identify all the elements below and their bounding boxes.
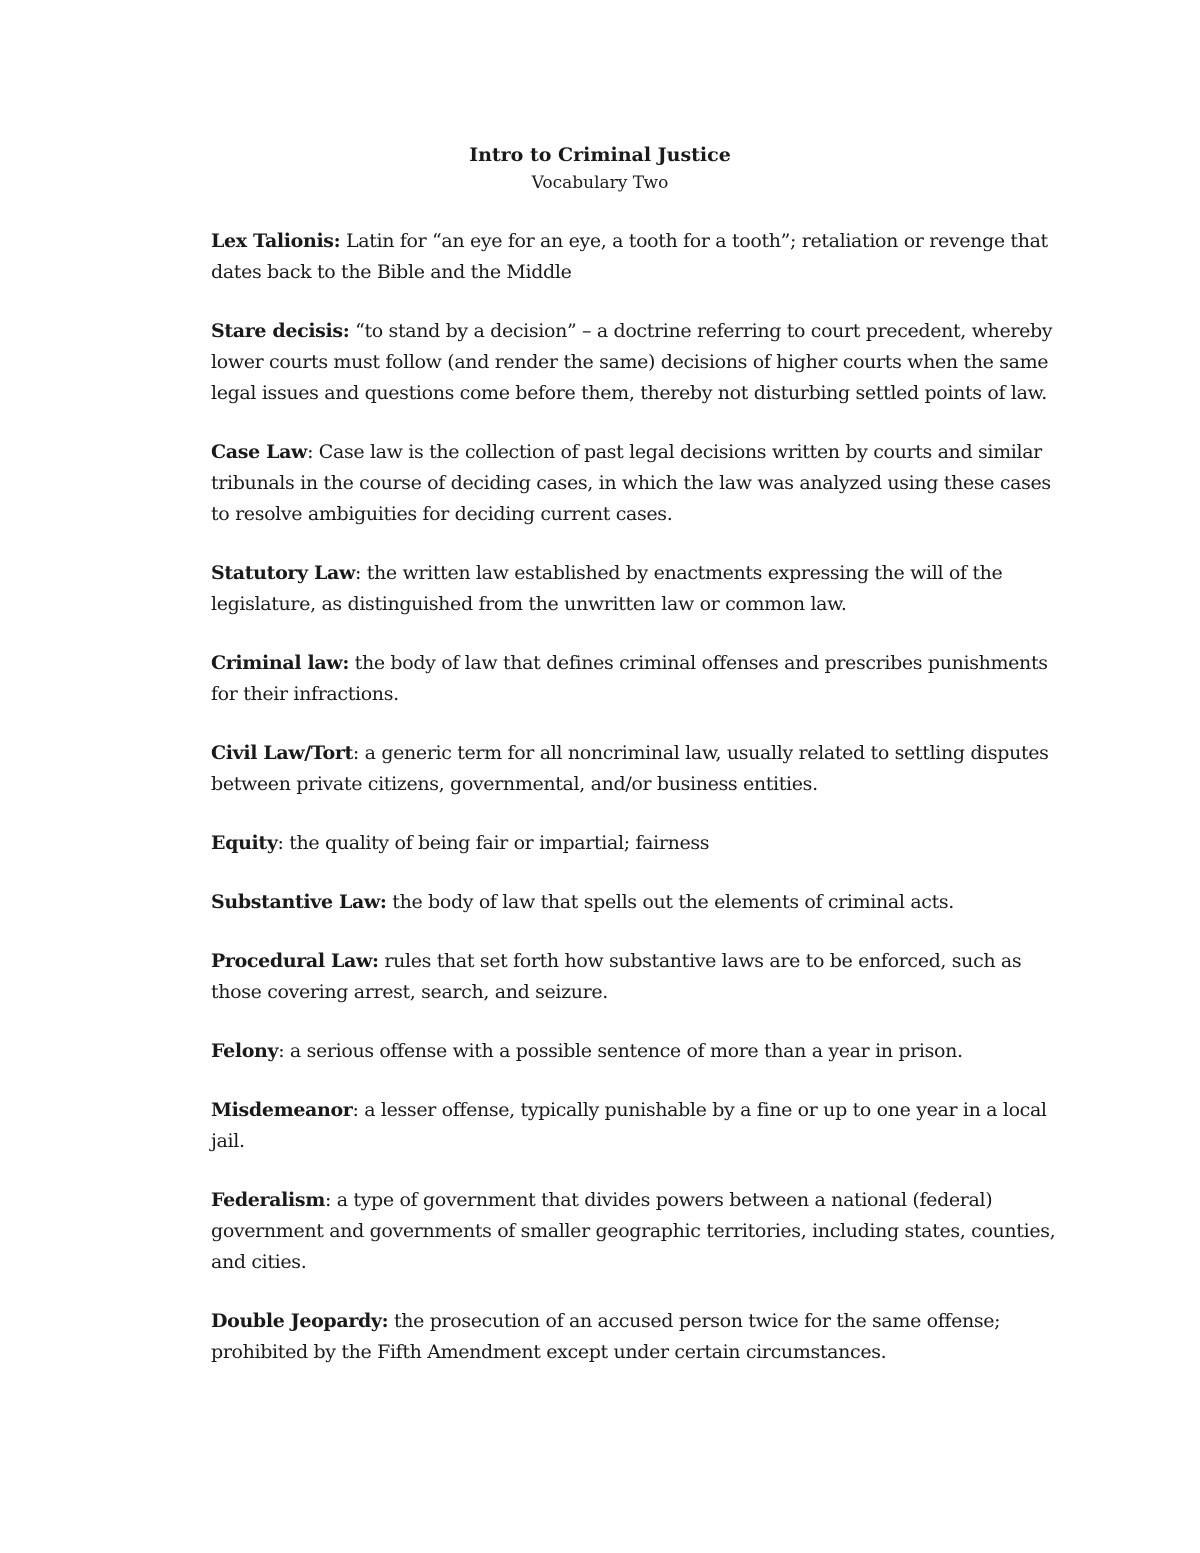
vocabulary-definition: the prosecution of an accused person twice for the same offense; prohibited by the Fifth Amendment except under certain circumstances. [211, 1310, 1001, 1363]
vocabulary-entry-federalism [211, 1185, 1071, 1278]
vocabulary-term: Procedural Law: [211, 950, 379, 972]
vocabulary-term: Equity [211, 832, 278, 854]
vocabulary-entry-civil-law-tort [211, 738, 1071, 800]
vocabulary-term: Substantive Law: [211, 891, 387, 913]
vocabulary-entry-double-jeopardy [211, 1306, 1071, 1368]
vocabulary-term: Civil Law/Tort [211, 742, 353, 764]
vocabulary-list [211, 226, 1071, 1396]
document-subtitle: Vocabulary Two [531, 173, 669, 193]
vocabulary-definition: : the written law established by enactments expressing the will of the legislature, as distinguished from the unwritten law or common law. [211, 562, 1003, 615]
vocabulary-definition: : a lesser offense, typically punishable by a fine or up to one year in a local jail. [211, 1099, 1047, 1152]
vocabulary-term: Case Law [211, 441, 308, 463]
vocabulary-definition: : Case law is the collection of past legal decisions written by courts and similar tribunals in the course of deciding cases, in which the law was analyzed using these cases to resolve ambiguities for deciding current cases. [211, 441, 1051, 525]
vocabulary-entry-equity [211, 828, 1071, 859]
vocabulary-definition: : a type of government that divides powers between a national (federal) government and governments of smaller geographic territories, including states, counties, and cities. [211, 1189, 1056, 1273]
vocabulary-definition: rules that set forth how substantive laws are to be enforced, such as those covering arrest, search, and seizure. [211, 950, 1022, 1003]
vocabulary-entry-lex-talionis [211, 226, 1071, 288]
vocabulary-entry-misdemeanor [211, 1095, 1071, 1157]
vocabulary-definition: the body of law that spells out the elements of criminal acts. [386, 891, 954, 913]
vocabulary-term: Stare decisis: [211, 320, 350, 342]
vocabulary-term: Lex Talionis: [211, 230, 341, 252]
vocabulary-term: Criminal law: [211, 652, 349, 674]
vocabulary-term: Misdemeanor [211, 1099, 353, 1121]
vocabulary-definition: : a serious offense with a possible sentence of more than a year in prison. [278, 1040, 963, 1062]
vocabulary-definition: the body of law that defines criminal offenses and prescribes punishments for their infractions. [211, 652, 1048, 705]
document-header [0, 142, 1200, 198]
vocabulary-definition: : the quality of being fair or impartial; fairness [277, 832, 710, 854]
vocabulary-entry-case-law [211, 437, 1071, 530]
vocabulary-definition: Latin for “an eye for an eye, a tooth for a tooth”; retaliation or revenge that dates back to the Bible and the Middle [211, 230, 1048, 283]
vocabulary-entry-procedural-law [211, 946, 1071, 1008]
document-title: Intro to Criminal Justice [469, 144, 731, 166]
vocabulary-entry-criminal-law [211, 648, 1071, 710]
vocabulary-term: Felony [211, 1040, 279, 1062]
vocabulary-term: Statutory Law [211, 562, 355, 584]
vocabulary-definition: : a generic term for all noncriminal law, usually related to settling disputes between private citizens, governmental, and/or business entities. [211, 742, 1049, 795]
vocabulary-entry-substantive-law [211, 887, 1071, 918]
vocabulary-entry-statutory-law [211, 558, 1071, 620]
vocabulary-entry-felony [211, 1036, 1071, 1067]
vocabulary-definition: “to stand by a decision” – a doctrine referring to court precedent, whereby lower courts must follow (and render the same) decisions of higher courts when the same legal issues and questions come before them, thereby not disturbing settled points of law. [211, 320, 1053, 404]
vocabulary-term: Double Jeopardy: [211, 1310, 389, 1332]
vocabulary-term: Federalism [211, 1189, 325, 1211]
vocabulary-entry-stare-decisis [211, 316, 1071, 409]
